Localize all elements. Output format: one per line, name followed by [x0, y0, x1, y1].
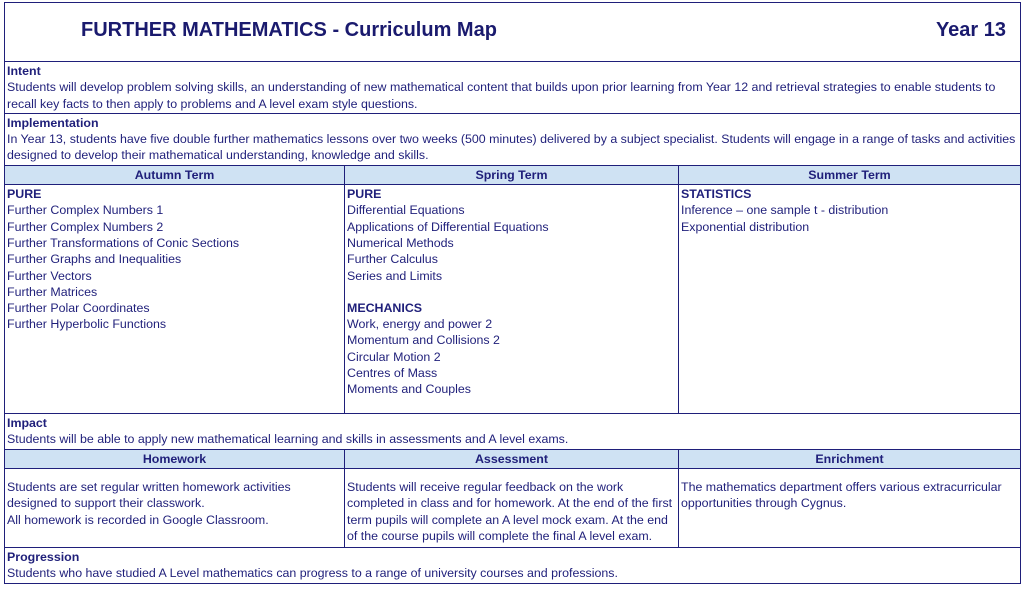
homework-header: Homework — [5, 449, 345, 468]
impact-text: Students will be able to apply new mathematical learning and skills in assessments and A level exams. — [7, 432, 569, 447]
extras-header-row — [5, 449, 1021, 468]
term-header-row — [5, 165, 1021, 184]
enrichment-header: Enrichment — [679, 449, 1021, 468]
list-item: Numerical Methods — [347, 235, 454, 250]
spring-heading-mechanics: MECHANICS — [347, 300, 423, 315]
intent-label: Intent — [7, 64, 41, 78]
list-item: Further Hyperbolic Functions — [7, 317, 167, 332]
spacer — [347, 284, 676, 300]
curriculum-map — [4, 2, 1024, 584]
curriculum-table — [4, 2, 1021, 584]
progression-row — [5, 547, 1021, 583]
implementation-text: In Year 13, students have five double further mathematics lessons over two weeks (500 minutes) delivered by a subject specialist. Students will engage in a range of tasks and activities designed to develop their mathematical understanding, knowledge and skills. — [7, 132, 1016, 163]
impact-row — [5, 414, 1021, 450]
autumn-term-header: Autumn Term — [5, 165, 345, 184]
list-item: Further Vectors — [7, 268, 92, 283]
enrichment-text: The mathematics department offers various extracurricular opportunities through Cygnus. — [681, 479, 1002, 511]
intent-text: Students will develop problem solving skills, an understanding of new mathematical content that builds upon prior learning from Year 12 and retrieval strategies to enable students to recall key facts to then apply to problems and A level exam style questions. — [7, 80, 996, 111]
autumn-term-cell — [5, 185, 345, 414]
summer-term-header: Summer Term — [679, 165, 1021, 184]
list-item: Further Polar Coordinates — [7, 301, 150, 316]
list-item: Work, energy and power 2 — [347, 317, 493, 332]
list-item: Momentum and Collisions 2 — [347, 333, 500, 348]
list-item: Further Matrices — [7, 284, 98, 299]
summer-heading: STATISTICS — [681, 187, 752, 202]
assessment-text: Students will receive regular feedback on the work completed in class and for homework. At the end of the first term pupils will complete an A level mock exam. At the end of the course pupils will complete the final A level exam. — [347, 479, 673, 543]
spring-heading-pure: PURE — [347, 187, 382, 202]
list-item: Series and Limits — [347, 268, 443, 283]
list-item: Exponential distribution — [681, 219, 810, 234]
implementation-label: Implementation — [7, 115, 99, 130]
list-item: Moments and Couples — [347, 382, 471, 397]
list-item: Applications of Differential Equations — [347, 219, 549, 234]
enrichment-cell — [679, 468, 1021, 547]
list-item: Centres of Mass — [347, 366, 438, 381]
autumn-heading: PURE — [7, 187, 42, 202]
homework-text: Students are set regular written homework activities designed to support their classwork. All homework is recorded in Google Classroom. — [7, 479, 291, 527]
list-item: Circular Motion 2 — [347, 349, 441, 364]
homework-cell — [5, 468, 345, 547]
summer-term-cell — [679, 185, 1021, 414]
implementation-row — [5, 113, 1021, 165]
impact-label: Impact — [7, 416, 47, 431]
list-item: Inference – one sample t - distribution — [681, 203, 889, 218]
list-item: Further Graphs and Inequalities — [7, 252, 182, 267]
spring-term-cell — [345, 185, 679, 414]
assessment-cell — [345, 468, 679, 547]
spring-term-header: Spring Term — [345, 165, 679, 184]
page-title: FURTHER MATHEMATICS - Curriculum Map — [81, 18, 497, 41]
term-content-row — [5, 185, 1021, 414]
assessment-header: Assessment — [345, 449, 679, 468]
list-item: Further Complex Numbers 1 — [7, 203, 164, 218]
progression-text: Students who have studied A Level mathematics can progress to a range of university courses and professions. — [7, 566, 618, 581]
list-item: Further Complex Numbers 2 — [7, 219, 164, 234]
intent-row — [5, 62, 1021, 114]
year-label: Year 13 — [935, 18, 1007, 41]
title-row — [5, 3, 1021, 62]
list-item: Further Calculus — [347, 252, 438, 267]
list-item: Further Transformations of Conic Sections — [7, 235, 240, 250]
progression-label: Progression — [7, 549, 80, 564]
extras-content-row — [5, 468, 1021, 547]
list-item: Differential Equations — [347, 203, 465, 218]
